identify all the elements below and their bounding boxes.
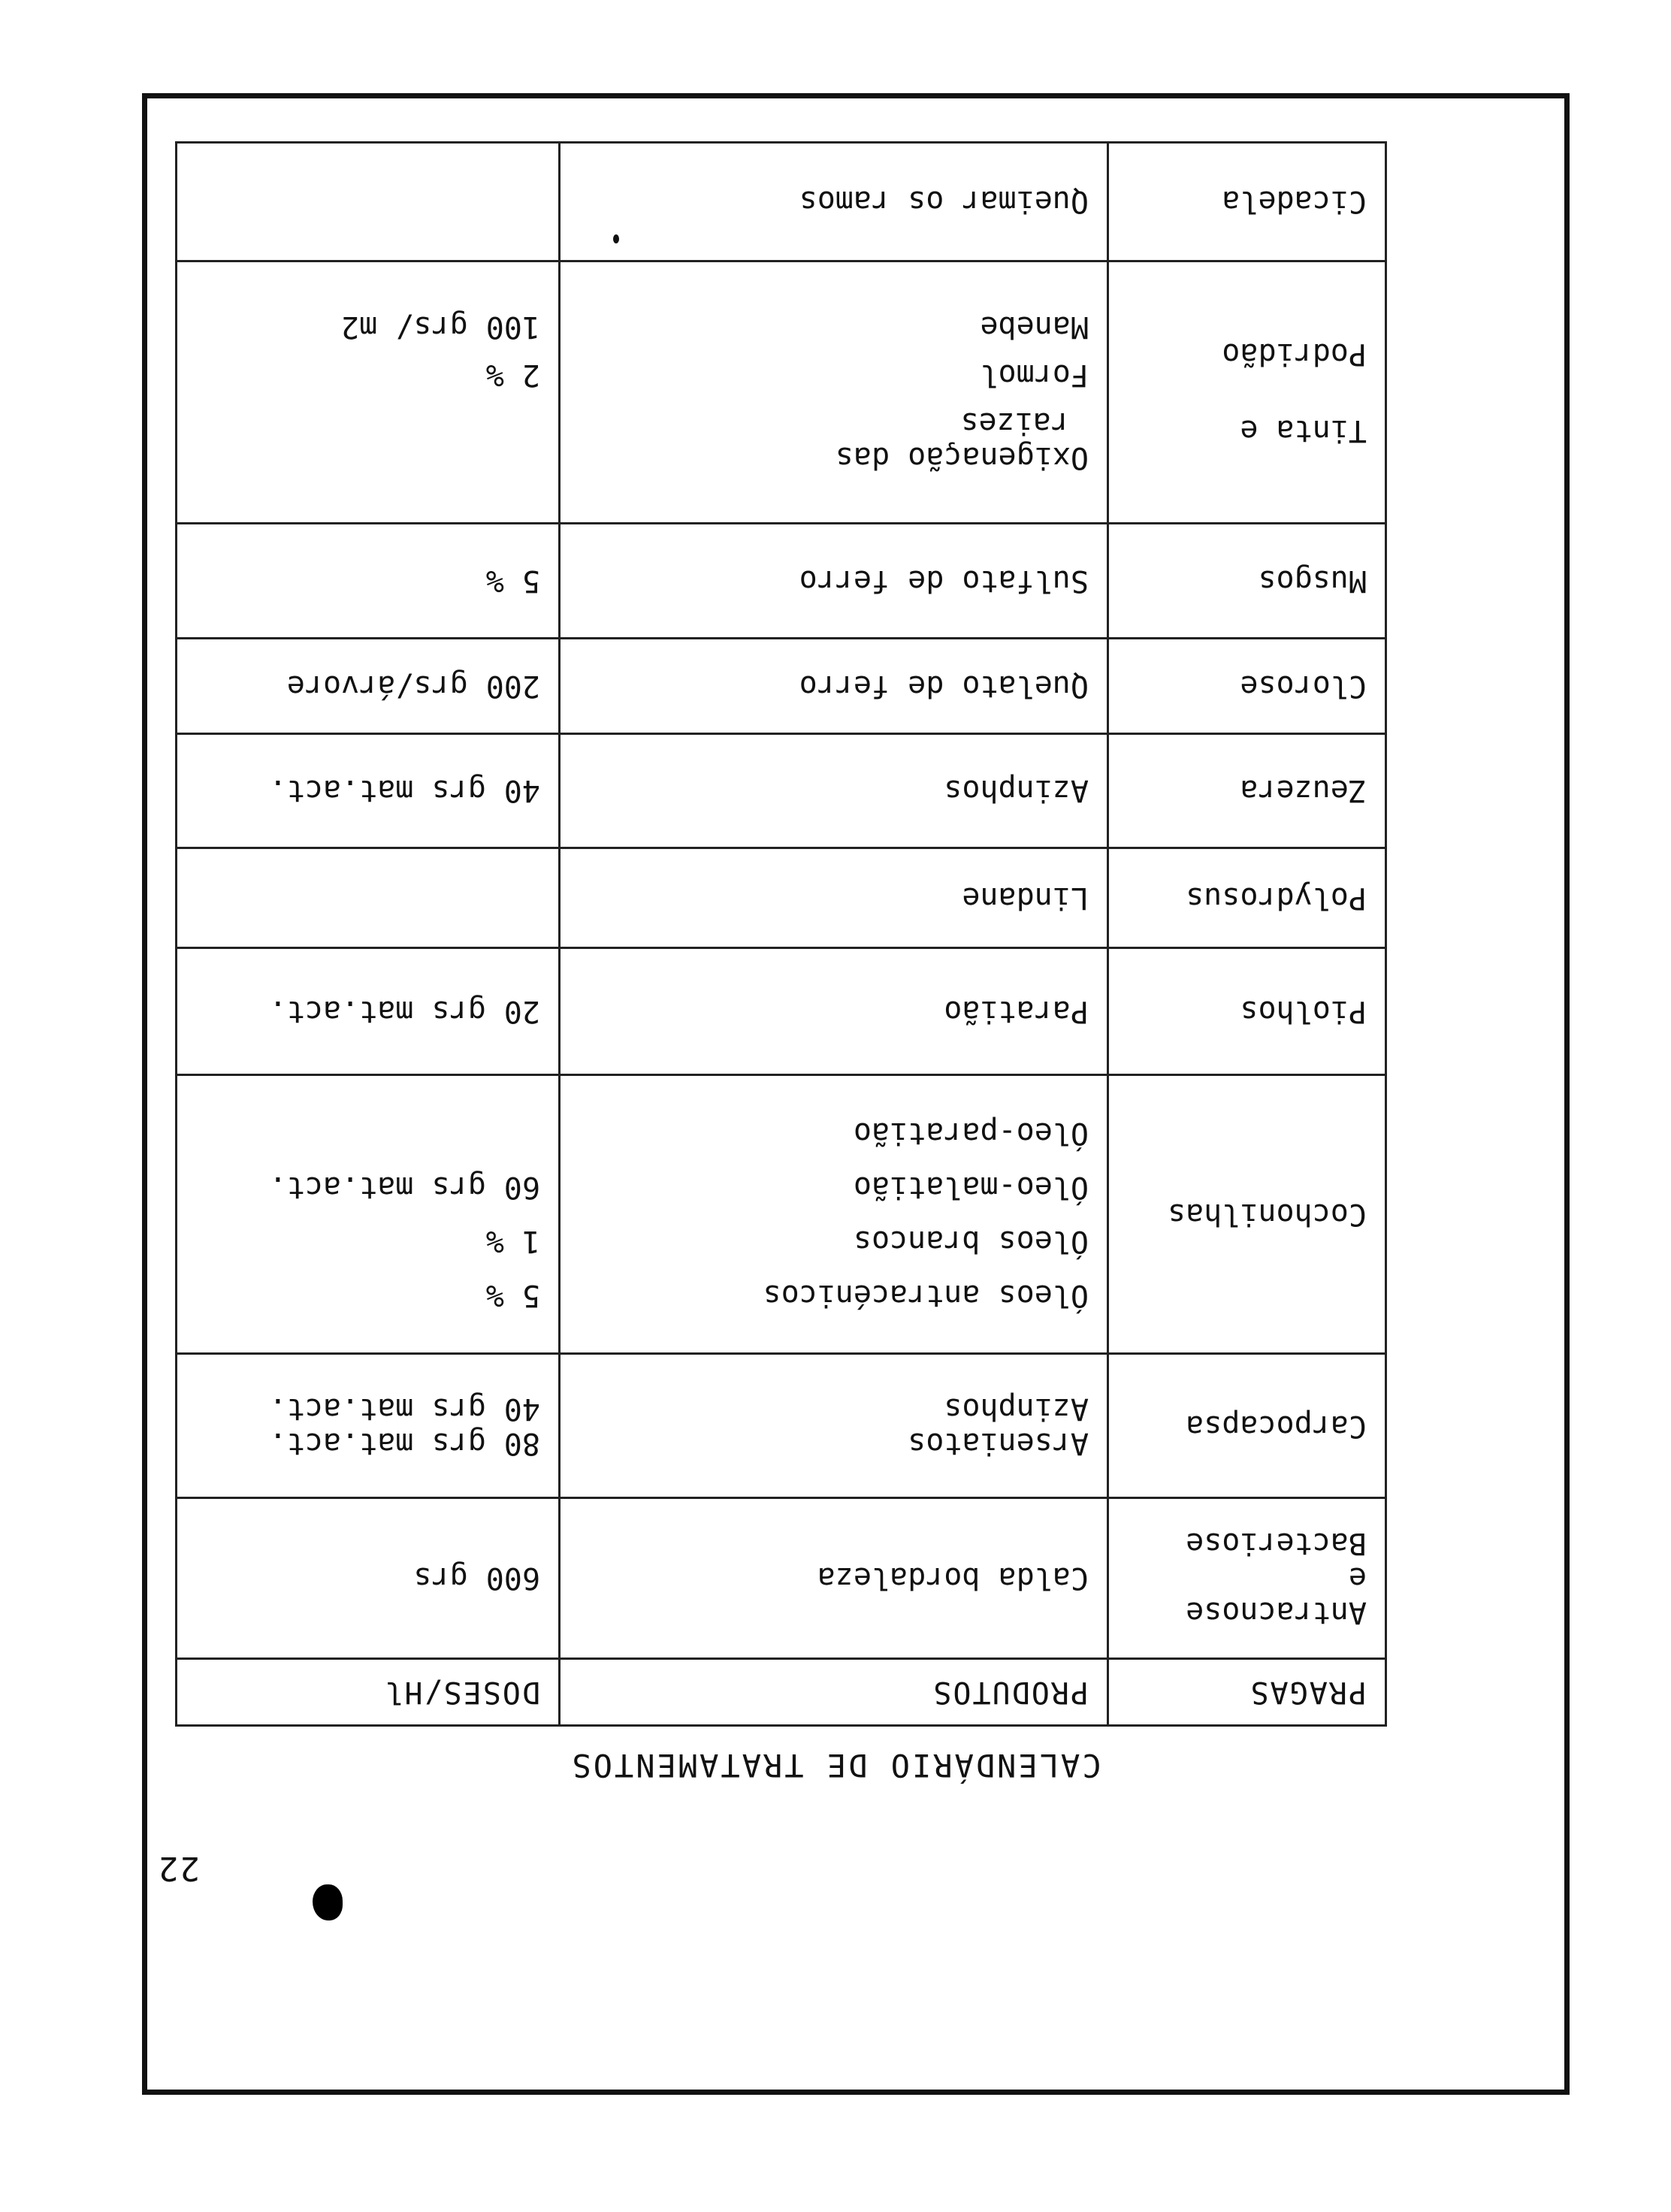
pest-cell [1108, 1497, 1386, 1658]
dose-cell [177, 848, 560, 947]
pest-name: Cochonilhas [1168, 1196, 1367, 1231]
table-row [177, 1074, 1386, 1354]
dose-cell [177, 524, 560, 639]
pest-name: Polydrosus [1186, 880, 1367, 915]
pest-name: Cicadela [1222, 184, 1367, 219]
product-name: Manebe [980, 309, 1089, 344]
product-name: Arseniatos [908, 1425, 1089, 1461]
table-row [177, 1497, 1386, 1658]
product-name: Calda bordaleza [817, 1561, 1089, 1596]
dose-cell [177, 1497, 560, 1658]
product-name: Paratião [944, 993, 1089, 1029]
pest-cell [1108, 733, 1386, 848]
product-cell [560, 848, 1108, 947]
product-name: Óleo-malatião [853, 1169, 1089, 1204]
product-name: Oxigenação das [835, 440, 1089, 475]
ink-blot [313, 1884, 343, 1920]
pest-name: Tinta e [1240, 412, 1367, 448]
product-name: raizes [960, 405, 1069, 440]
product-name: Óleo-paratião [853, 1115, 1089, 1150]
dose-value: 100 grs/ m2 [341, 309, 540, 344]
table-row [177, 639, 1386, 733]
table-row [177, 524, 1386, 639]
dose-cell [177, 1074, 560, 1354]
table-row [177, 261, 1386, 523]
dose-value: 600 grs [413, 1561, 540, 1596]
header-pragas: PRAGAS [1108, 1659, 1386, 1726]
header-produtos: PRODUTOS [560, 1659, 1108, 1726]
dose-value [195, 1116, 540, 1150]
product-cell [560, 524, 1108, 639]
dose-value: 60 grs mat.act. [268, 1169, 540, 1204]
pest-name: Zeuzera [1240, 773, 1367, 808]
document-title: CALENDÁRIO DE TRATAMENTOS [570, 1747, 1101, 1784]
pest-cell [1108, 848, 1386, 947]
pest-name: Piolhos [1240, 993, 1367, 1029]
dose-value: 80 grs mat.act. [268, 1425, 540, 1461]
pest-name: Musgos [1258, 564, 1367, 599]
pest-name: e [1348, 1561, 1367, 1596]
dose-value: 200 grs/árvore [286, 668, 540, 703]
dose-value: 5 % [485, 1277, 540, 1313]
dose-cell [177, 639, 560, 733]
dose-value: 2 % [485, 357, 540, 392]
dose-value: 5 % [485, 564, 540, 599]
pest-cell [1108, 143, 1386, 261]
product-cell [560, 733, 1108, 848]
product-cell [560, 1074, 1108, 1354]
pest-cell [1108, 261, 1386, 523]
pest-cell [1108, 639, 1386, 733]
pest-cell [1108, 1074, 1386, 1354]
dose-cell [177, 1354, 560, 1498]
pest-cell [1108, 1354, 1386, 1498]
treatment-calendar-table [175, 141, 1387, 1727]
dose-value: 1 % [485, 1223, 540, 1259]
product-name: Azinphos [944, 1391, 1089, 1426]
table-row [177, 848, 1386, 947]
dose-value [195, 406, 540, 440]
dose-cell [177, 733, 560, 848]
product-name: Formol [980, 357, 1089, 392]
product-cell [560, 947, 1108, 1074]
dose-value [195, 440, 540, 475]
table-row [177, 733, 1386, 848]
header-doses: DOSES/Hl [177, 1659, 560, 1726]
product-name: Óleos brancos [853, 1223, 1089, 1259]
table-row [177, 1354, 1386, 1498]
product-cell [560, 1354, 1108, 1498]
product-name: Queimar os ramos [799, 184, 1089, 219]
pest-name: Clorose [1240, 668, 1367, 703]
pest-cell [1108, 524, 1386, 639]
product-cell [560, 639, 1108, 733]
dose-cell [177, 261, 560, 523]
product-name: Azinphos [944, 773, 1089, 808]
dose-value: 40 grs mat.act. [268, 773, 540, 808]
pest-name: Antracnose [1186, 1595, 1367, 1630]
pest-cell [1108, 947, 1386, 1074]
table-header-row [177, 1659, 1386, 1726]
pest-name: Carpocapsa [1186, 1408, 1367, 1443]
table-row [177, 947, 1386, 1074]
product-cell [560, 1497, 1108, 1658]
dose-value: 20 grs mat.act. [268, 993, 540, 1029]
product-name: Lindane [962, 880, 1089, 915]
table-row [177, 143, 1386, 261]
page-number: 22 [157, 1849, 200, 1887]
product-cell [560, 261, 1108, 523]
pest-name: Bacteriose [1186, 1526, 1367, 1561]
pest-name: Podridão [1222, 336, 1367, 371]
dose-cell [177, 143, 560, 261]
product-name: Sulfato de ferro [799, 564, 1089, 599]
dose-value: 40 grs mat.act. [268, 1391, 540, 1426]
product-cell [560, 143, 1108, 261]
dose-cell [177, 947, 560, 1074]
product-name: Óleos antracénicos [763, 1277, 1089, 1313]
product-name: Quelato de ferro [799, 668, 1089, 703]
